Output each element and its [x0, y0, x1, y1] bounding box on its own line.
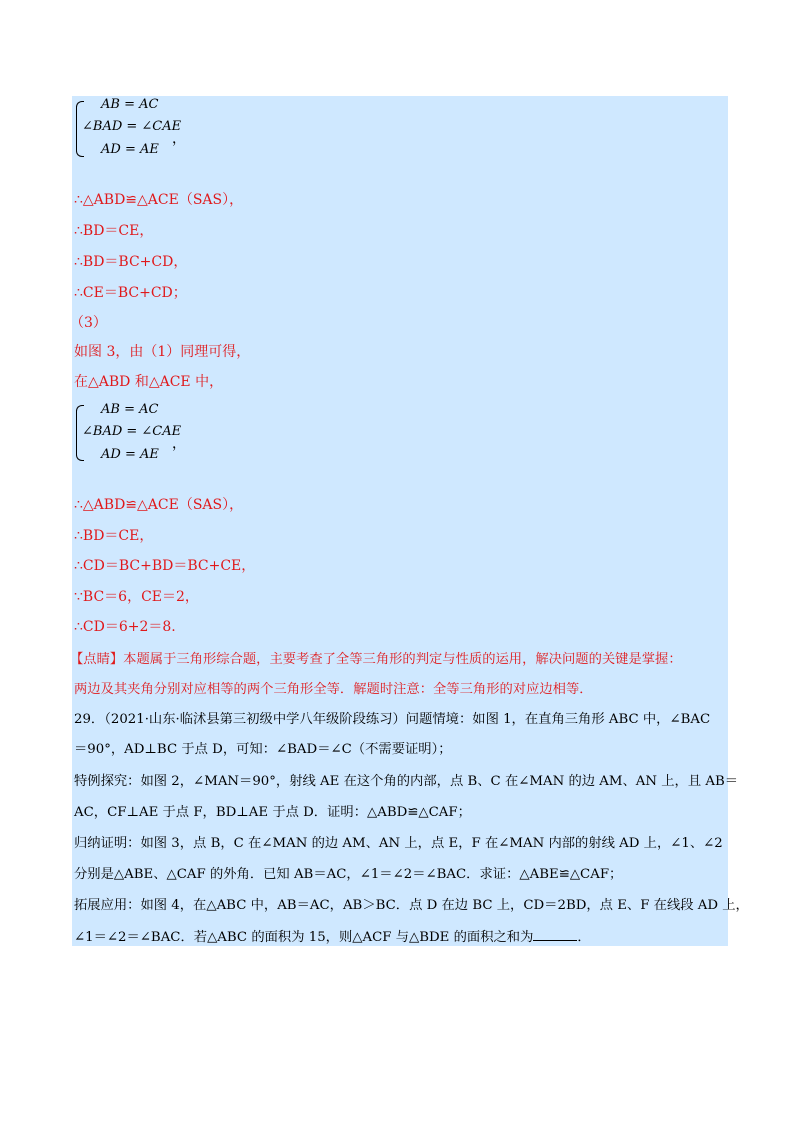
- problem29-line5: 归纳证明：如图 3，点 B，C 在∠MAN 的边 AM、AN 上，点 E，F 在∠MAN 内部的射线 AD 上，∠1、∠2: [74, 836, 723, 851]
- part3-heading: （3）: [70, 315, 107, 331]
- problem29-line1: 29．（2021·山东·临沭县第三初级中学八年级阶段练习）问题情境：如图 1，在直角三角形 ABC 中，∠BAC: [74, 712, 711, 727]
- eq2-line2: ∠BAD = ∠CAE: [82, 424, 182, 439]
- eq2-line1: AB = AC: [101, 402, 159, 417]
- comment-line1: 【点睛】本题属于三角形综合题，主要考查了全等三角形的判定与性质的运用，解决问题的关键是掌握：: [70, 652, 682, 667]
- part2-line2: ∴BD＝CE，: [74, 223, 154, 239]
- part3-conc4: ∵BC＝6，CE＝2，: [74, 589, 199, 605]
- problem29-line4: AC，CF⊥AE 于点 F，BD⊥AE 于点 D．证明：△ABD≌△CAF；: [74, 805, 471, 820]
- problem29-line8-end: ．: [577, 930, 591, 945]
- eq1-line2: ∠BAD = ∠CAE: [82, 119, 182, 134]
- part3-conc1: ∴△ABD≌△ACE（SAS），: [74, 497, 244, 513]
- part2-line3: ∴BD＝BC+CD，: [74, 254, 188, 270]
- eq2-line3: AD = AE: [101, 447, 159, 462]
- part3-line1: 如图 3，由（1）同理可得，: [74, 344, 251, 360]
- answer-blank[interactable]: [533, 928, 577, 941]
- part2-line1: ∴△ABD≌△ACE（SAS），: [74, 192, 244, 208]
- eq1-comma: ，: [172, 131, 186, 147]
- part3-conc3: ∴CD＝BC+BD＝BC+CE，: [74, 558, 256, 574]
- problem29-line8: [74, 928, 591, 947]
- part2-line4: ∴CE＝BC+CD；: [74, 285, 187, 301]
- eq2-comma: ，: [172, 436, 186, 452]
- problem29-line8-text: ∠1＝∠2＝∠BAC．若△ABC 的面积为 15，则△ACF 与△BDE 的面积之和为: [74, 930, 534, 945]
- part3-line2: 在△ABD 和△ACE 中，: [74, 374, 224, 390]
- part3-conc2: ∴BD＝CE，: [74, 528, 154, 544]
- comment-line2: 两边及其夹角分别对应相等的两个三角形全等．解题时注意：全等三角形的对应边相等．: [74, 682, 593, 697]
- problem29-line2: ＝90°，AD⊥BC 于点 D，可知：∠BAD＝∠C（不需要证明）；: [74, 742, 452, 757]
- part3-conc5: ∴CD＝6+2＝8.: [74, 619, 176, 635]
- problem29-line6: 分别是△ABE、△CAF 的外角．已知 AB＝AC，∠1＝∠2＝∠BAC．求证：△ABE≌△CAF；: [74, 867, 623, 882]
- eq1-line1: AB = AC: [101, 97, 159, 112]
- eq1-line3: AD = AE: [101, 142, 159, 157]
- problem29-line7: 拓展应用：如图 4，在△ABC 中，AB＝AC，AB＞BC．点 D 在边 BC 上，CD＝2BD，点 E、F 在线段 AD 上，: [74, 898, 749, 913]
- problem29-line3: 特例探究：如图 2，∠MAN＝90°，射线 AE 在这个角的内部，点 B、C 在∠MAN 的边 AM、AN 上，且 AB＝: [74, 774, 739, 789]
